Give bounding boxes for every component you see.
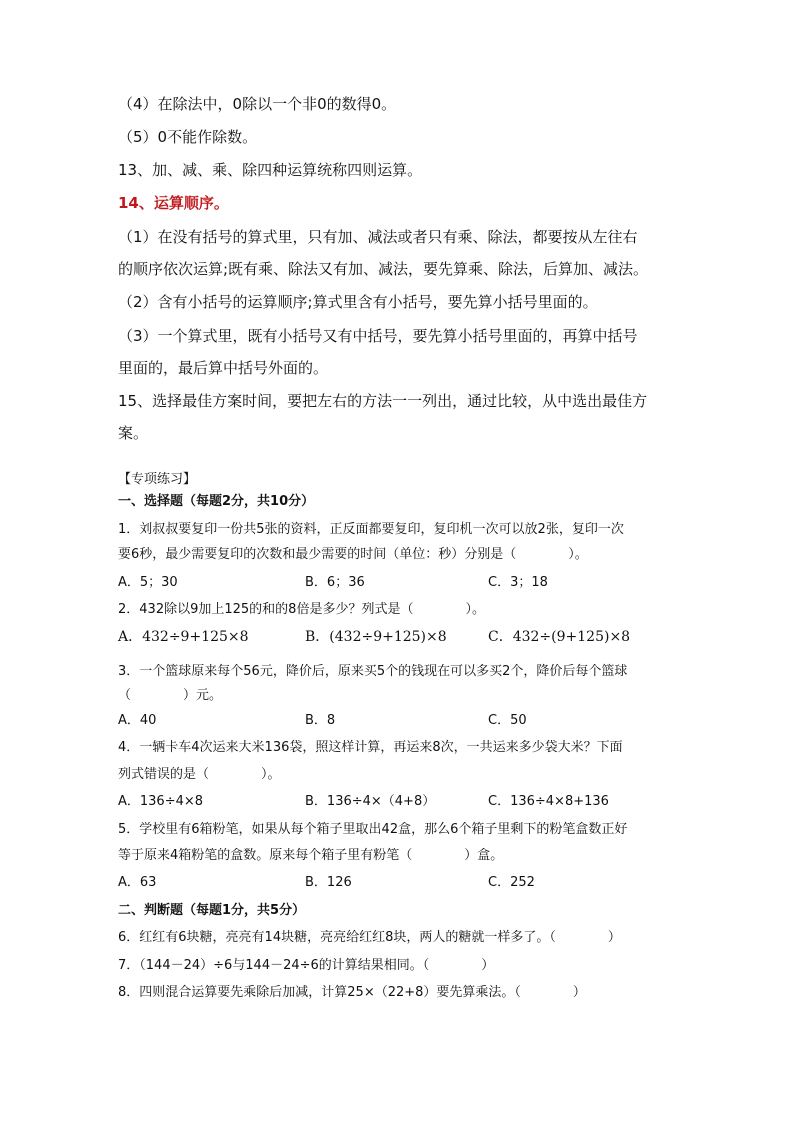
- q4-option-a[interactable]: A．136÷4×8: [118, 794, 204, 809]
- rule-4: （4）在除法中，0除以一个非0的数得0。: [118, 95, 397, 113]
- point-14-3-line2: 里面的，最后算中括号外面的。: [118, 359, 329, 377]
- point-15-line2: 案。: [118, 424, 149, 442]
- q4-option-b[interactable]: B．136÷4×（4+8）: [305, 794, 436, 809]
- question-3-line1: 3．一个篮球原来每个56元，降价后，原来买5个的钱现在可以多买2个，降价后每个篮球: [118, 664, 628, 679]
- question-1-line2: 要6秒，最少需要复印的次数和最少需要的时间（单位：秒）分别是（ ）。: [118, 547, 588, 562]
- q5-option-c[interactable]: C．252: [488, 875, 535, 890]
- point-14-title: 14、运算顺序。: [118, 194, 229, 212]
- section-1-title: 一、选择题（每题2分，共10分）: [118, 494, 315, 509]
- q3-option-b[interactable]: B．8: [305, 713, 336, 728]
- point-14-1-line1: （1）在没有括号的算式里，只有加、减法或者只有乘、除法，都要按从左往右: [118, 228, 638, 246]
- q5-option-a[interactable]: A．63: [118, 875, 157, 890]
- q3-option-a[interactable]: A．40: [118, 713, 157, 728]
- q2-option-b[interactable]: B．(432÷9+125)×8: [305, 629, 447, 645]
- practice-heading: 【专项练习】: [118, 472, 197, 487]
- q1-option-b[interactable]: B．6；36: [305, 575, 365, 590]
- question-4-line2: 列式错误的是（ ）。: [118, 767, 281, 782]
- point-13: 13、加、减、乘、除四种运算统称四则运算。: [118, 161, 423, 179]
- q1-option-a[interactable]: A．5；30: [118, 575, 178, 590]
- question-4-line1: 4．一辆卡车4次运来大米136袋，照这样计算，再运来8次，一共运来多少袋大米？下面: [118, 740, 623, 755]
- point-14-2: （2）含有小括号的运算顺序;算式里含有小括号，要先算小括号里面的。: [118, 293, 598, 311]
- q4-option-c[interactable]: C．136÷4×8+136: [488, 794, 609, 809]
- section-2-title: 二、判断题（每题1分，共5分）: [118, 903, 306, 918]
- q1-option-c[interactable]: C．3；18: [488, 575, 548, 590]
- point-14-3-line1: （3）一个算式里，既有小括号又有中括号，要先算小括号里面的，再算中括号: [118, 327, 638, 345]
- question-2: 2．432除以9加上125的和的8倍是多少？列式是（ ）。: [118, 602, 485, 617]
- q5-option-b[interactable]: B．126: [305, 875, 352, 890]
- question-7: 7．（144－24）÷6与144－24÷6的计算结果相同。（ ）: [118, 958, 495, 973]
- point-14-1-line2: 的顺序依次运算;既有乘、除法又有加、减法，要先算乘、除法，后算加、减法。: [118, 260, 649, 278]
- question-1-line1: 1．刘叔叔要复印一份共5张的资料，正反面都要复印，复印机一次可以放2张，复印一次: [118, 522, 624, 537]
- question-5-line1: 5．学校里有6箱粉笔，如果从每个箱子里取出42盒，那么6个箱子里剩下的粉笔盒数正好: [118, 822, 628, 837]
- question-5-line2: 等于原来4箱粉笔的盒数。原来每个箱子里有粉笔（ ）盒。: [118, 848, 504, 863]
- point-15-line1: 15、选择最佳方案时间，要把左右的方法一一列出，通过比较，从中选出最佳方: [118, 392, 648, 410]
- q3-option-c[interactable]: C．50: [488, 713, 527, 728]
- question-3-line2: （ ）元。: [118, 688, 223, 703]
- question-6: 6．红红有6块糖，亮亮有14块糖，亮亮给红红8块，两人的糖就一样多了。（ ）: [118, 930, 621, 945]
- q2-option-a[interactable]: A．432÷9+125×8: [118, 629, 249, 645]
- question-8: 8．四则混合运算要先乘除后加减，计算25×（22+8）要先算乘法。（ ）: [118, 985, 586, 1000]
- rule-5: （5）0不能作除数。: [118, 128, 258, 146]
- q2-option-c[interactable]: C．432÷(9+125)×8: [488, 629, 631, 645]
